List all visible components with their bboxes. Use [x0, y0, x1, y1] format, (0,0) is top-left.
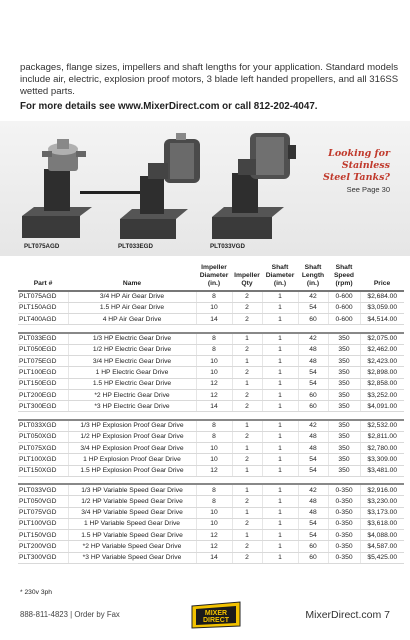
- table-cell: 1.5 HP Air Gear Drive: [68, 302, 196, 313]
- column-header-line: Impeller: [201, 264, 227, 271]
- table-cell: 2: [232, 454, 262, 465]
- table-cell: 54: [298, 465, 328, 476]
- table-cell: 48: [298, 344, 328, 355]
- table-cell: 48: [298, 431, 328, 442]
- table-cell: 8: [196, 496, 232, 507]
- table-cell: 3/4 HP Variable Speed Gear Drive: [68, 507, 196, 518]
- intro-line: packages, flange sizes, impellers and shaft lengths for your application. Standard models: [20, 62, 399, 73]
- promo-line: Stainless: [341, 160, 390, 171]
- table-cell: $3,252.00: [360, 389, 404, 400]
- table-cell: *3 HP Variable Speed Gear Drive: [68, 552, 196, 563]
- column-header: [328, 262, 360, 291]
- table-cell: 1: [232, 355, 262, 366]
- table-cell: 1 HP Variable Speed Gear Drive: [68, 518, 196, 529]
- table-cell: PLT100XGD: [18, 454, 68, 465]
- group-separator: [18, 325, 404, 333]
- table-row: [18, 302, 404, 313]
- table-cell: 1: [262, 333, 298, 344]
- table-cell: 2: [232, 431, 262, 442]
- table-cell: 60: [298, 314, 328, 325]
- table-cell: 2: [232, 541, 262, 552]
- table-body: [18, 291, 404, 564]
- intro-paragraph: [20, 62, 400, 99]
- column-header: [196, 262, 232, 291]
- table-cell: 1.5 HP Variable Speed Gear Drive: [68, 530, 196, 541]
- table-cell: PLT075XGD: [18, 443, 68, 454]
- table-cell: 48: [298, 443, 328, 454]
- logo-text-top: MIXER: [204, 610, 228, 617]
- table-cell: $4,514.00: [360, 314, 404, 325]
- page-footer: [20, 606, 390, 628]
- table-cell: 1: [262, 378, 298, 389]
- table-cell: 1: [262, 291, 298, 302]
- table-cell: 0-350: [328, 518, 360, 529]
- table-cell: $2,684.00: [360, 291, 404, 302]
- table-cell: 1 HP Electric Gear Drive: [68, 367, 196, 378]
- column-header-line: Shaft: [304, 264, 322, 271]
- table-cell: *2 HP Variable Speed Gear Drive: [68, 541, 196, 552]
- table-cell: PLT050XGD: [18, 431, 68, 442]
- table-cell: 12: [196, 389, 232, 400]
- table-cell: 8: [196, 431, 232, 442]
- table-row: [18, 378, 404, 389]
- table-cell: $2,423.00: [360, 355, 404, 366]
- column-header-line: (in.): [273, 280, 287, 287]
- table-cell: 1: [262, 530, 298, 541]
- table-cell: 2: [232, 389, 262, 400]
- table-cell: 54: [298, 378, 328, 389]
- column-header: [298, 262, 328, 291]
- table-cell: 0-600: [328, 302, 360, 313]
- table-cell: 8: [196, 484, 232, 495]
- table-cell: 54: [298, 454, 328, 465]
- table-cell: $3,173.00: [360, 507, 404, 518]
- column-header-line: Length: [301, 272, 325, 279]
- table-cell: $2,075.00: [360, 333, 404, 344]
- table-cell: 0-350: [328, 507, 360, 518]
- table-cell: 12: [196, 378, 232, 389]
- table-cell: 0-600: [328, 314, 360, 325]
- website-page-number: MixerDirect.com 7: [305, 609, 390, 621]
- table-cell: 12: [196, 465, 232, 476]
- table-cell: PLT200EGD: [18, 389, 68, 400]
- table-cell: $2,462.00: [360, 344, 404, 355]
- table-cell: 1: [262, 344, 298, 355]
- table-cell: 3/4 HP Explosion Proof Gear Drive: [68, 443, 196, 454]
- table-row: [18, 344, 404, 355]
- table-cell: 0-350: [328, 530, 360, 541]
- table-row: [18, 314, 404, 325]
- table-cell: $2,858.00: [360, 378, 404, 389]
- table-row: [18, 431, 404, 442]
- table-cell: 60: [298, 552, 328, 563]
- table-cell: 14: [196, 401, 232, 412]
- variable-speed-gear-drive-photo: [212, 133, 296, 239]
- table-cell: 2: [232, 344, 262, 355]
- table-cell: 2: [232, 552, 262, 563]
- column-header-line: Speed: [333, 272, 355, 279]
- table-cell: 10: [196, 302, 232, 313]
- table-cell: 8: [196, 344, 232, 355]
- column-header-line: Shaft: [271, 264, 289, 271]
- table-cell: 14: [196, 552, 232, 563]
- table-row: [18, 355, 404, 366]
- table-cell: $3,059.00: [360, 302, 404, 313]
- table-cell: 0-600: [328, 291, 360, 302]
- column-header-line: Impeller: [234, 272, 260, 279]
- table-cell: 14: [196, 314, 232, 325]
- column-header-line: (in.): [306, 280, 320, 287]
- table-cell: 350: [328, 431, 360, 442]
- logo-text-bottom: DIRECT: [202, 617, 230, 624]
- table-cell: 1/3 HP Explosion Proof Gear Drive: [68, 420, 196, 431]
- table-cell: 1: [232, 443, 262, 454]
- photo-caption: PLT075AGD: [24, 243, 60, 250]
- table-cell: 1: [262, 507, 298, 518]
- table-cell: 350: [328, 333, 360, 344]
- table-row: [18, 484, 404, 495]
- table-cell: $3,618.00: [360, 518, 404, 529]
- table-cell: 10: [196, 507, 232, 518]
- table-row: [18, 507, 404, 518]
- table-cell: PLT050EGD: [18, 344, 68, 355]
- table-cell: 2: [232, 367, 262, 378]
- table-cell: 1: [262, 314, 298, 325]
- photo-caption: PLT033EGD: [118, 243, 153, 250]
- table-cell: 42: [298, 333, 328, 344]
- table-cell: 1/2 HP Explosion Proof Gear Drive: [68, 431, 196, 442]
- column-header: [232, 262, 262, 291]
- column-header-line: Diameter: [199, 272, 229, 279]
- table-cell: PLT075EGD: [18, 355, 68, 366]
- table-row: [18, 401, 404, 412]
- table-cell: $5,425.00: [360, 552, 404, 563]
- product-table: [18, 262, 404, 564]
- table-cell: $4,091.00: [360, 401, 404, 412]
- table-cell: 10: [196, 443, 232, 454]
- intro-line: include air, electric, explosion proof motors, 3 blade left handed propellers, and all 316SS: [20, 74, 399, 86]
- table-cell: 2: [232, 496, 262, 507]
- table-cell: 0-350: [328, 552, 360, 563]
- table-cell: 350: [328, 454, 360, 465]
- table-row: [18, 454, 404, 465]
- promo-line: Looking for: [328, 148, 390, 159]
- mixer-direct-logo: [188, 600, 244, 630]
- contact-line: For more details see www.MixerDirect.com or call 812-202-4047.: [20, 101, 318, 112]
- table-cell: 54: [298, 518, 328, 529]
- table-cell: 1: [262, 552, 298, 563]
- table-cell: 48: [298, 507, 328, 518]
- table-cell: 350: [328, 378, 360, 389]
- table-cell: 0-350: [328, 484, 360, 495]
- table-cell: 60: [298, 541, 328, 552]
- table-cell: 2: [232, 314, 262, 325]
- table-cell: 1: [262, 465, 298, 476]
- table-cell: PLT050VGD: [18, 496, 68, 507]
- table-cell: 54: [298, 302, 328, 313]
- table-cell: 1/3 HP Variable Speed Gear Drive: [68, 484, 196, 495]
- table-cell: 1: [232, 420, 262, 431]
- table-cell: 48: [298, 355, 328, 366]
- column-header: [262, 262, 298, 291]
- table-cell: 0-350: [328, 496, 360, 507]
- table-cell: $3,481.00: [360, 465, 404, 476]
- table-cell: PLT033XGD: [18, 420, 68, 431]
- table-cell: 12: [196, 541, 232, 552]
- table-cell: 54: [298, 367, 328, 378]
- table-cell: PLT150VGD: [18, 530, 68, 541]
- table-cell: 1/2 HP Variable Speed Gear Drive: [68, 496, 196, 507]
- table-cell: 1.5 HP Explosion Proof Gear Drive: [68, 465, 196, 476]
- column-header-line: Price: [373, 280, 391, 287]
- table-cell: PLT400AGD: [18, 314, 68, 325]
- table-cell: 60: [298, 389, 328, 400]
- column-header-line: Shaft: [335, 264, 353, 271]
- table-cell: $3,230.00: [360, 496, 404, 507]
- table-cell: $4,587.00: [360, 541, 404, 552]
- table-row: [18, 530, 404, 541]
- column-header-line: Part #: [33, 280, 53, 287]
- table-row: [18, 443, 404, 454]
- table-cell: 10: [196, 355, 232, 366]
- table-cell: 1: [262, 302, 298, 313]
- table-cell: 8: [196, 333, 232, 344]
- table-cell: PLT150EGD: [18, 378, 68, 389]
- table-cell: 3/4 HP Electric Gear Drive: [68, 355, 196, 366]
- group-separator: [18, 476, 404, 484]
- table-header-row: [18, 262, 404, 291]
- table-cell: 1/2 HP Electric Gear Drive: [68, 344, 196, 355]
- table-cell: 1 HP Explosion Proof Gear Drive: [68, 454, 196, 465]
- table-cell: PLT033EGD: [18, 333, 68, 344]
- table-cell: 10: [196, 367, 232, 378]
- table-cell: 1: [232, 484, 262, 495]
- table-cell: 8: [196, 420, 232, 431]
- table-row: [18, 496, 404, 507]
- table-row: [18, 389, 404, 400]
- table-cell: 1: [262, 484, 298, 495]
- table-cell: PLT200VGD: [18, 541, 68, 552]
- table-cell: 1: [262, 496, 298, 507]
- table-cell: 1: [262, 518, 298, 529]
- table-cell: 350: [328, 355, 360, 366]
- table-cell: 1: [262, 389, 298, 400]
- table-row: [18, 518, 404, 529]
- table-cell: 1: [232, 465, 262, 476]
- table-cell: 54: [298, 530, 328, 541]
- table-cell: 8: [196, 291, 232, 302]
- table-cell: $2,898.00: [360, 367, 404, 378]
- table-row: [18, 333, 404, 344]
- table-cell: 350: [328, 389, 360, 400]
- table-cell: 0-350: [328, 541, 360, 552]
- table-cell: 350: [328, 420, 360, 431]
- column-header-line: Qty: [241, 280, 253, 287]
- table-cell: PLT075VGD: [18, 507, 68, 518]
- table-cell: 1: [262, 454, 298, 465]
- table-cell: 1: [232, 507, 262, 518]
- table-cell: 1: [232, 333, 262, 344]
- table-cell: *3 HP Electric Gear Drive: [68, 401, 196, 412]
- table-row: [18, 465, 404, 476]
- table-cell: 1: [262, 355, 298, 366]
- intro-line: wetted parts.: [20, 86, 75, 98]
- column-header-line: Diameter: [265, 272, 295, 279]
- table-cell: PLT150XGD: [18, 465, 68, 476]
- table-cell: 48: [298, 496, 328, 507]
- table-row: [18, 367, 404, 378]
- table-cell: PLT300EGD: [18, 401, 68, 412]
- table-cell: 350: [328, 344, 360, 355]
- table-row: [18, 552, 404, 563]
- column-header: [68, 262, 196, 291]
- table-cell: 350: [328, 367, 360, 378]
- photo-caption: PLT033VGD: [210, 243, 245, 250]
- table-cell: 1: [232, 530, 262, 541]
- table-cell: 1/3 HP Electric Gear Drive: [68, 333, 196, 344]
- table-cell: 2: [232, 401, 262, 412]
- table-cell: PLT100VGD: [18, 518, 68, 529]
- table-cell: 1: [262, 401, 298, 412]
- table-row: [18, 291, 404, 302]
- table-cell: PLT300VGD: [18, 552, 68, 563]
- column-header-line: (rpm): [335, 280, 353, 287]
- table-cell: $4,088.00: [360, 530, 404, 541]
- table-cell: 4 HP Air Gear Drive: [68, 314, 196, 325]
- table-row: [18, 420, 404, 431]
- table-cell: $2,780.00: [360, 443, 404, 454]
- table-cell: 350: [328, 465, 360, 476]
- table-cell: 2: [232, 291, 262, 302]
- table-cell: 1.5 HP Electric Gear Drive: [68, 378, 196, 389]
- table-cell: 1: [262, 431, 298, 442]
- table-cell: *2 HP Electric Gear Drive: [68, 389, 196, 400]
- table-cell: 1: [262, 443, 298, 454]
- table-cell: 10: [196, 518, 232, 529]
- table-cell: 3/4 HP Air Gear Drive: [68, 291, 196, 302]
- promo-page-ref: See Page 30: [346, 185, 390, 194]
- table-cell: 2: [232, 518, 262, 529]
- electric-gear-drive-photo: [120, 133, 200, 239]
- table-cell: 350: [328, 401, 360, 412]
- table-row: [18, 541, 404, 552]
- table-cell: $2,532.00: [360, 420, 404, 431]
- table-cell: 10: [196, 454, 232, 465]
- column-header: [18, 262, 68, 291]
- table-cell: 42: [298, 291, 328, 302]
- table-cell: 1: [262, 420, 298, 431]
- column-header-line: (in.): [207, 280, 221, 287]
- column-header: [360, 262, 404, 291]
- table-cell: 350: [328, 443, 360, 454]
- column-header-line: Name: [122, 280, 142, 287]
- table-cell: $3,309.00: [360, 454, 404, 465]
- table-cell: 1: [262, 541, 298, 552]
- promo-line: Steel Tanks?: [323, 172, 390, 183]
- stainless-tanks-promo: [323, 148, 390, 196]
- table-cell: 12: [196, 530, 232, 541]
- table-cell: $2,811.00: [360, 431, 404, 442]
- table-cell: PLT100EGD: [18, 367, 68, 378]
- table-cell: 1: [232, 378, 262, 389]
- table-cell: 60: [298, 401, 328, 412]
- footnote: * 230v 3ph: [20, 589, 52, 596]
- table-cell: 42: [298, 484, 328, 495]
- table-cell: PLT033VGD: [18, 484, 68, 495]
- table-cell: 42: [298, 420, 328, 431]
- table-cell: $2,916.00: [360, 484, 404, 495]
- table-cell: 1: [262, 367, 298, 378]
- group-separator: [18, 412, 404, 420]
- table-cell: PLT075AGD: [18, 291, 68, 302]
- fax-order-line: 888-811-4823 | Order by Fax: [20, 610, 120, 619]
- table-cell: 2: [232, 302, 262, 313]
- table-cell: PLT150AGD: [18, 302, 68, 313]
